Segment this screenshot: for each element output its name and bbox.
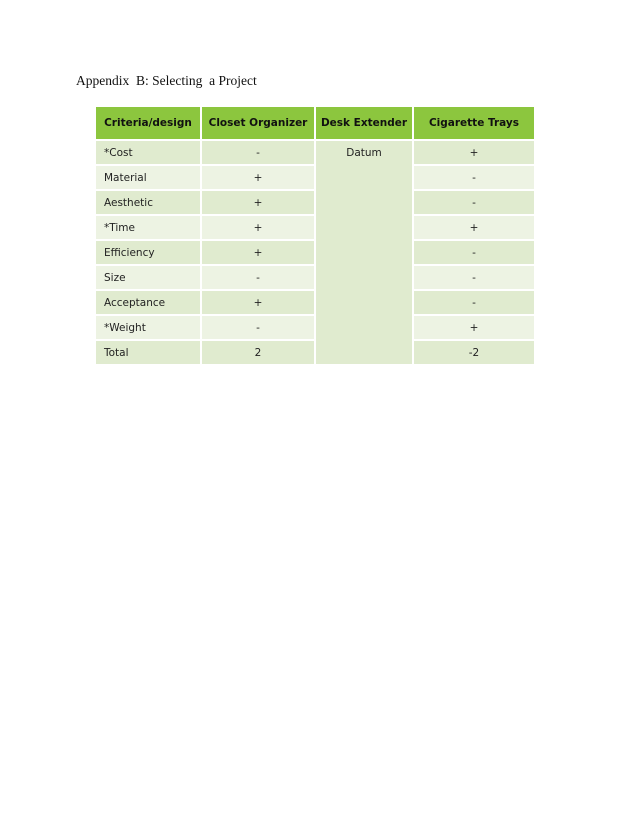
table-header-row [96,107,534,139]
cigarette-trays-cell: + [414,141,534,166]
criterion-cell: Efficiency [96,241,202,266]
criterion-cell: *Weight [96,316,202,341]
closet-organizer-cell: + [202,241,316,266]
table-row [96,316,534,341]
cigarette-trays-cell: + [414,216,534,241]
cigarette-trays-cell: -2 [414,341,534,366]
cigarette-trays-cell: - [414,291,534,316]
header-cigarette-trays: Cigarette Trays [414,107,534,139]
closet-organizer-cell: + [202,291,316,316]
selection-matrix-table [96,107,534,366]
criterion-cell: Acceptance [96,291,202,316]
closet-organizer-cell: - [202,266,316,291]
cigarette-trays-cell: - [414,166,534,191]
table-row-total [96,341,534,366]
closet-organizer-cell: 2 [202,341,316,366]
criterion-cell: Total [96,341,202,366]
closet-organizer-cell: + [202,191,316,216]
closet-organizer-cell: - [202,316,316,341]
criterion-cell: *Cost [96,141,202,166]
closet-organizer-cell: + [202,166,316,191]
table-row [96,141,534,166]
table-row [96,166,534,191]
criterion-cell: *Time [96,216,202,241]
table-row [96,291,534,316]
table-row [96,241,534,266]
cigarette-trays-cell: - [414,241,534,266]
closet-organizer-cell: - [202,141,316,166]
header-closet-organizer: Closet Organizer [202,107,316,139]
cigarette-trays-cell: + [414,316,534,341]
cigarette-trays-cell: - [414,266,534,291]
table-row [96,266,534,291]
cigarette-trays-cell: - [414,191,534,216]
criterion-cell: Size [96,266,202,291]
criterion-cell: Aesthetic [96,191,202,216]
table-row [96,216,534,241]
header-criteria: Criteria/design [96,107,202,139]
criterion-cell: Material [96,166,202,191]
header-desk-extender: Desk Extender [316,107,414,139]
table-row [96,191,534,216]
closet-organizer-cell: + [202,216,316,241]
appendix-heading: Appendix B: Selecting a Project [76,73,257,88]
datum-cell: Datum [316,141,414,366]
